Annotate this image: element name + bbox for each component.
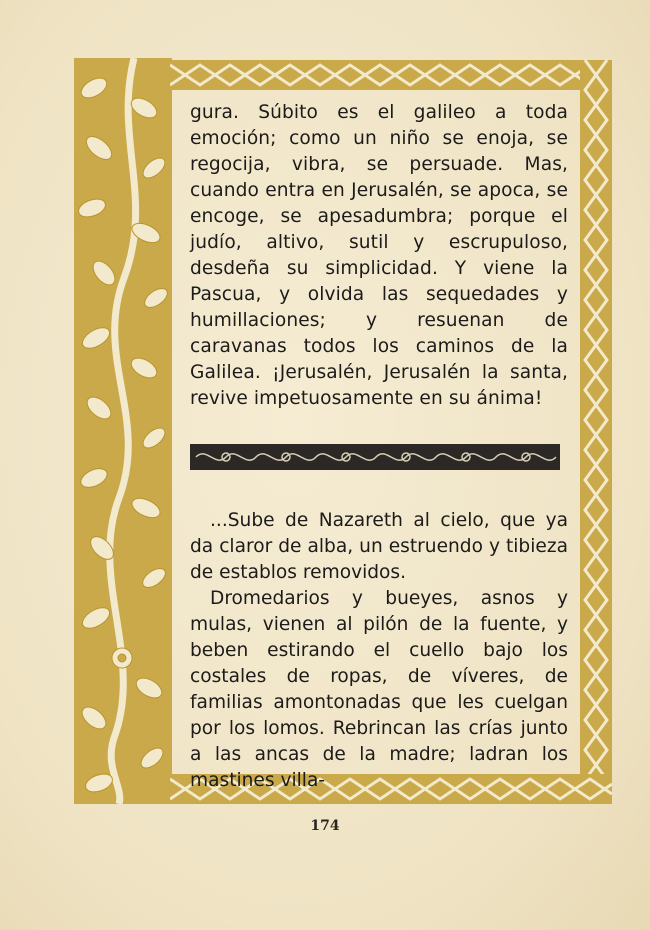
paragraph-1-text: gura. Súbito es el galileo a toda emoción; como un niño se enoja, se regocija, vibra, se persuade. Mas, cuando entra en Jerusalén, se apoca, se encoge, se apesadumbra; porque el judío, altivo, sutil y escrupuloso, desdeña su simplicidad. Y viene la Pascua, y olvida las sequedades y humillaciones; y resuenan de caravanas todos los caminos de la Galilea. ¡Jerusalén, Jerusalén la santa, revive impetuosamente en su ánima!	[190, 102, 568, 409]
ornament-divider	[190, 440, 560, 474]
paragraph-1	[190, 100, 568, 412]
page-number: 174	[310, 818, 340, 834]
paragraph-3-text: Dromedarios y bueyes, asnos y mulas, vienen al pilón de la fuente, y beben estirando el cuello bajo los costales de ropas, de víveres, de familias amontonadas que les cuelgan por los lomos. Rebrincan las crías junto a las ancas de la madre; ladran los mastines villa-	[190, 588, 568, 791]
left-vine-border	[74, 58, 172, 804]
top-interlace-border	[170, 60, 612, 90]
paragraph-2-text: ...Sube de Nazareth al cielo, que ya da claror de alba, un estruendo y tibieza de establos removidos.	[190, 510, 568, 583]
right-interlace-border	[580, 60, 612, 804]
paragraph-group-2	[190, 508, 568, 794]
